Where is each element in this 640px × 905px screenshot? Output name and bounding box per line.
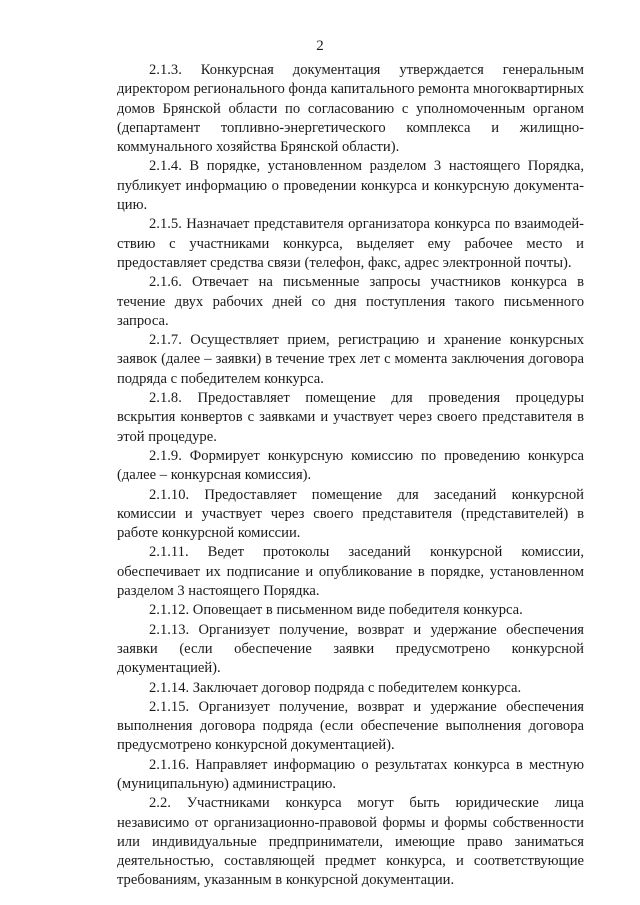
paragraph-2-1-13: 2.1.13. Организует получение, возврат и удержание обеспечения заявки (если обеспечение заявки предусмотрено конкурсной документацией).: [117, 621, 584, 677]
document-body: [117, 61, 584, 891]
paragraph-2-1-10: 2.1.10. Предоставляет помещение для заседаний конкурсной комиссии и участвует через своего представителя (представителей) в работе конкурсной комиссии.: [117, 486, 584, 542]
paragraph-2-1-3: 2.1.3. Конкурсная документация утверждается генеральным директором регионального фонда капитального ремонта многоквартирных домов Брянской области по согласованию с уполномоченным органом (департамент топливно-энергетического комплекса и жилищно-коммунального хозяйства Брянской области).: [117, 62, 584, 156]
page-number: 2: [316, 38, 324, 54]
paragraph-2-1-14: 2.1.14. Заключает договор подряда с победителем конкурса.: [149, 679, 522, 696]
paragraph-2-1-5: 2.1.5. Назначает представителя организатора конкурса по взаимодействию с участниками конкурса, выделяет ему рабочее место и предоставляет средства связи (телефон, факс, адрес электронной почты).: [117, 216, 584, 271]
paragraph-2-1-15: 2.1.15. Организует получение, возврат и удержание обеспечения выполнения договора подряда (если обеспечение выполнения договора предусмотрено конкурсной документацией).: [117, 698, 584, 754]
paragraph-2-2: 2.2. Участниками конкурса могут быть юридические лица независимо от организационно-правовой формы и формы собственности или индивидуальные предприниматели, имеющие право заниматься деятельностью, составляющей предмет конкурса, и соответствующие требованиям, указанным в конкурсной документации.: [117, 795, 584, 889]
paragraph-2-1-4: 2.1.4. В порядке, установленном разделом 3 настоящего Порядка, публикует информацию о проведении конкурса и конкурсную документацию.: [117, 158, 584, 214]
paragraph-2-1-16: 2.1.16. Направляет информацию о результатах конкурса в местную (муниципальную) администрацию.: [117, 756, 584, 792]
paragraph-2-1-8: 2.1.8. Предоставляет помещение для проведения процедуры вскрытия конвертов с заявками и участвует через своего представителя в этой процедуре.: [117, 390, 584, 445]
paragraph-2-1-11: 2.1.11. Ведет протоколы заседаний конкурсной комиссии, обеспечивает их подписание и опубликование в порядке, установленном разделом 3 настоящего Порядка.: [117, 544, 584, 600]
paragraph-2-1-12: 2.1.12. Оповещает в письменном виде победителя конкурса.: [149, 602, 523, 619]
paragraph-2-1-9: 2.1.9. Формирует конкурсную комиссию по проведению конкурса (далее – конкурсная комиссия).: [117, 447, 584, 484]
paragraph-2-1-7: 2.1.7. Осуществляет прием, регистрацию и хранение конкурсных заявок (далее – заявки) в течение трех лет с момента заключения договора подряда с победителем конкурса.: [117, 332, 584, 387]
paragraph-2-1-6: 2.1.6. Отвечает на письменные запросы участников конкурса в течение двух рабочих дней со дня поступления такого письменного запроса.: [117, 274, 584, 329]
